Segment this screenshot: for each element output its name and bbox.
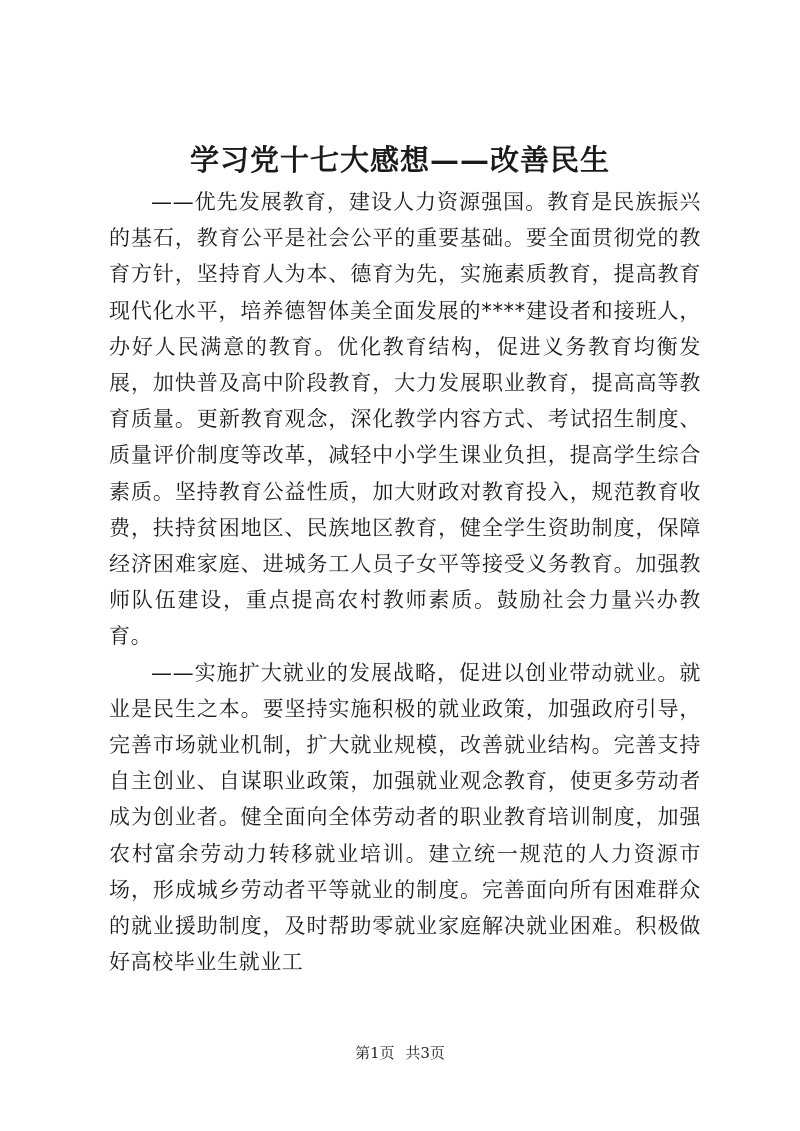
page-total: 共3页 xyxy=(405,1044,445,1062)
paragraph-employment: ——实施扩大就业的发展战略，促进以创业带动就业。就业是民生之本。要坚持实施积极的就业政策，加强政府引导，完善市场就业机制，扩大就业规模，改善就业结构。完善支持自主创业、自谋职业政策，加强就业观念教育，使更多劳动者成为创业者。健全面向全体劳动者的职业教育培训制度，加强农村富余劳动力转移就业培训。建立统一规范的人力资源市场，形成城乡劳动者平等就业的制度。完善面向所有困难群众的就业援助制度，及时帮助零就业家庭解决就业困难。积极做好高校毕业生就业工 xyxy=(109,660,701,975)
paragraph-education: ——优先发展教育，建设人力资源强国。教育是民族振兴的基石，教育公平是社会公平的重要基础。要全面贯彻党的教育方针，坚持育人为本、德育为先，实施素质教育，提高教育现代化水平，培养德智体美全面发展的****建设者和接班人，办好人民满意的教育。优化教育结构，促进义务教育均衡发展，加快普及高中阶段教育，大力发展职业教育，提高高等教育质量。更新教育观念，深化教学内容方式、考试招生制度、质量评价制度等改革，减轻中小学生课业负担，提高学生综合素质。坚持教育公益性质，加大财政对教育投入，规范教育收费，扶持贫困地区、民族地区教育，健全学生资助制度，保障经济困难家庭、进城务工人员子女平等接受义务教育。加强教师队伍建设，重点提高农村教师素质。鼓励社会力量兴办教育。 xyxy=(109,190,701,649)
page-number: 第1页 xyxy=(355,1044,395,1062)
document-body xyxy=(109,184,701,980)
page-footer xyxy=(0,1043,800,1063)
document-title: 学习党十七大感想——改善民生 xyxy=(189,143,610,177)
